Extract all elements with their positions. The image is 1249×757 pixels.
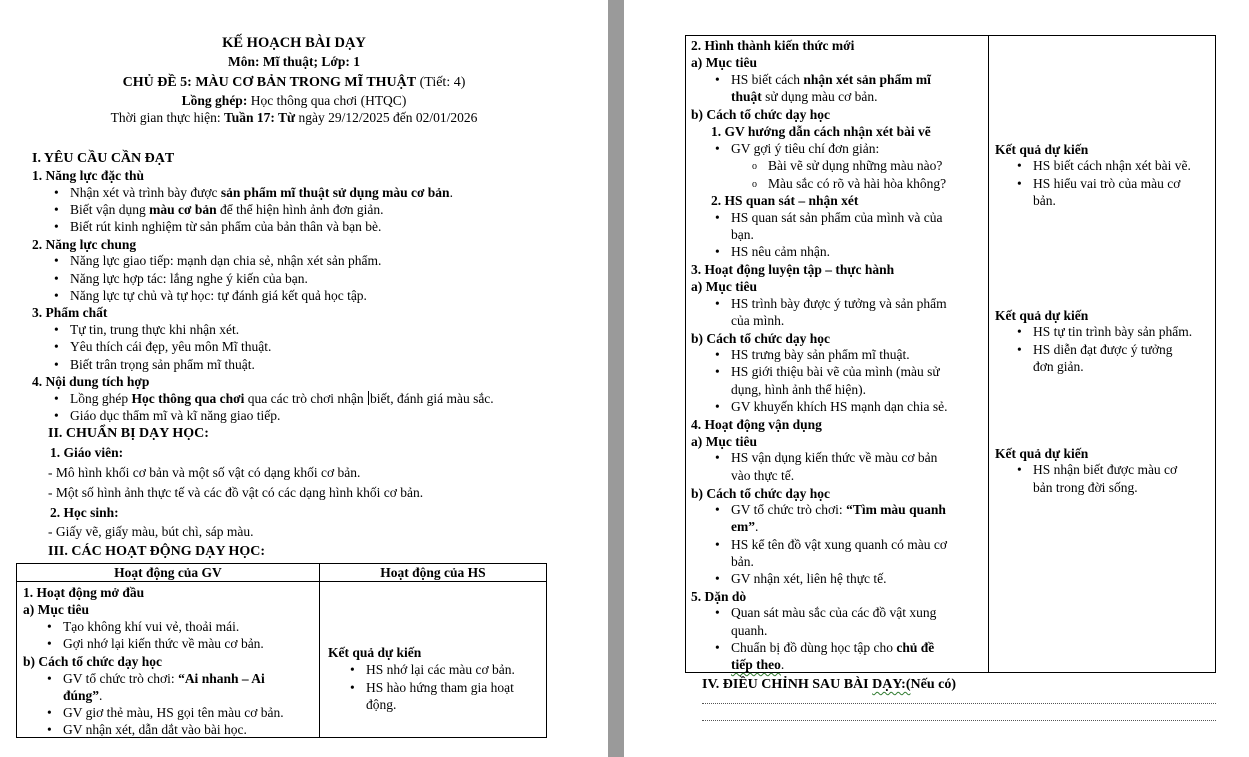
time-line [0, 109, 588, 126]
section-2-2-heading: 2. Học sinh: [50, 505, 119, 520]
section-1-1-heading: 1. Năng lực đặc thù [32, 168, 144, 183]
text-run: để thể hiện hình ảnh đơn giản. [216, 202, 384, 217]
hs-cell [989, 36, 1216, 673]
list-item: • Giáo dục thẩm mĩ và kĩ năng giao tiếp. [70, 407, 280, 424]
list-item-cont: bản. [731, 554, 754, 569]
list-item [731, 71, 931, 88]
section-1-4-heading: 4. Nội dung tích hợp [32, 374, 150, 389]
activity-title: 3. Hoạt động luyện tập – thực hành [691, 262, 895, 277]
text-run: Chuẩn bị đồ dùng học tập cho [731, 640, 897, 655]
section-2-1-heading: 1. Giáo viên: [50, 445, 124, 460]
text-run: Lồng ghép [70, 391, 132, 406]
topic-line [0, 74, 588, 91]
subheading: a) Mục tiêu [691, 279, 757, 294]
subheading: a) Mục tiêu [691, 434, 757, 449]
page-gutter [608, 0, 624, 757]
expected-result-title: Kết quả dự kiến [328, 645, 422, 660]
subheading: a) Mục tiêu [691, 55, 757, 70]
integration-line [0, 92, 588, 109]
list-item: • Tự tin, trung thực khi nhận xét. [70, 321, 239, 338]
text-run: Nếu có) [910, 677, 956, 692]
expected-result-title: Kết quả dự kiến [995, 446, 1089, 461]
prep-line: - Một số hình ảnh thực tế và các đồ vật có các dạng hình khối cơ bản. [48, 485, 424, 500]
integration-label: Lồng ghép: [181, 93, 248, 108]
text-run-bold: đúng” [63, 688, 100, 703]
text-run-bold: “Tìm màu quanh [846, 502, 946, 517]
section-2-heading: II. CHUẨN BỊ DẠY HỌC: [48, 426, 209, 441]
list-item: • HS quan sát sản phẩm của mình và của [731, 209, 942, 226]
integration-value: Học thông qua chơi (HTQC) [247, 93, 407, 108]
list-item: • Năng lực giao tiếp: mạnh dạn chia sẻ, nhận xét sản phẩm. [70, 252, 381, 269]
table-header-cell [17, 564, 320, 582]
list-item: • HS vận dụng kiến thức về màu cơ bản [731, 449, 937, 466]
document-page-left [0, 0, 608, 757]
gv-cell [686, 36, 989, 673]
list-item [70, 390, 494, 407]
subheading: b) Cách tổ chức dạy học [691, 107, 830, 122]
text-run-bold: thuật [731, 89, 762, 104]
list-item: • HS hiểu vai trò của màu cơ [1033, 175, 1180, 192]
text-cursor [368, 391, 369, 405]
hs-cell [320, 582, 547, 738]
section-1-2-heading: 2. Năng lực chung [32, 237, 137, 252]
list-item: • GV giơ thẻ màu, HS gọi tên màu cơ bản. [63, 704, 284, 721]
subheading: b) Cách tổ chức dạy học [691, 486, 830, 501]
table-row [686, 36, 1216, 673]
dotted-line [702, 720, 1216, 721]
table-header-row [17, 564, 547, 582]
time-range: ngày 29/12/2025 đến 02/01/2026 [295, 110, 478, 125]
activities-table-right [685, 35, 1216, 673]
list-item: • Biết trân trọng sản phẩm mĩ thuật. [70, 356, 255, 373]
list-item: • HS diễn đạt được ý tưởng [1033, 341, 1173, 358]
list-item-cont: bản trong đời sống. [1033, 480, 1138, 495]
list-item: • Quan sát màu sắc của các đồ vật xung [731, 604, 936, 621]
document-page-right [624, 0, 1249, 757]
section-1-3-heading: 3. Phẩm chất [32, 305, 108, 320]
prep-line: - Giấy vẽ, giấy màu, bút chì, sáp màu. [48, 524, 254, 539]
list-item: • Năng lực tự chủ và tự học: tự đánh giá kết quả học tập. [70, 287, 367, 304]
list-item: • HS trưng bày sản phẩm mĩ thuật. [731, 346, 910, 363]
list-item: • HS trình bày được ý tưởng và sản phẩm [731, 295, 947, 312]
list-item-cont: bạn. [731, 227, 754, 242]
text-run-bold: sản phẩm mĩ thuật sử dụng màu cơ bản [220, 185, 450, 200]
list-item: • HS nhớ lại các màu cơ bản. [366, 661, 515, 678]
activity-title: 5. Dặn dò [691, 589, 747, 604]
list-item: • HS nêu cảm nhận. [731, 243, 830, 260]
text-run-bold: nhận xét sản phẩm mĩ [803, 72, 931, 87]
table-row [17, 582, 547, 738]
expected-result-title: Kết quả dự kiến [995, 308, 1089, 323]
list-item [70, 201, 383, 218]
expected-result-title: Kết quả dự kiến [995, 142, 1089, 157]
list-item: • HS hào hứng tham gia hoạt [366, 679, 514, 696]
list-item-cont [731, 656, 784, 673]
text-run: Nhận xét và trình bày được [70, 185, 221, 200]
text-run-bold: “Ai nhanh – Ai [178, 671, 265, 686]
list-item: • GV khuyến khích HS mạnh dạn chia sẻ. [731, 398, 947, 415]
activities-table-left [16, 563, 547, 738]
list-item: • HS nhận biết được màu cơ [1033, 461, 1177, 478]
list-item-cont: dụng, hình ảnh thể hiện). [731, 382, 866, 397]
list-item-cont [731, 88, 877, 105]
activity-title: 2. Hình thành kiến thức mới [691, 38, 855, 53]
text-run: qua các trò chơi nhận [244, 391, 367, 406]
text-run: HS biết cách [731, 72, 804, 87]
topic-period: (Tiết: 4) [416, 75, 466, 90]
list-item-cont: vào thực tế. [731, 468, 795, 483]
list-item: • GV nhận xét, dẫn dắt vào bài học. [63, 721, 247, 738]
topic-main: CHỦ ĐỀ 5: MÀU CƠ BẢN TRONG MĨ THUẬT [122, 75, 417, 90]
sub-list-item: o Bài vẽ sử dụng những màu nào? [768, 157, 942, 174]
header-gv: Hoạt động của GV [114, 565, 222, 580]
text-run: GV tổ chức trò chơi: [731, 502, 847, 517]
list-item [731, 639, 934, 656]
list-item: • GV nhận xét, liên hệ thực tế. [731, 570, 887, 587]
subheading: a) Mục tiêu [23, 602, 89, 617]
text-run: . [755, 519, 759, 534]
text-run-bold: em” [731, 519, 755, 534]
table-header-cell [320, 564, 547, 582]
prep-line: - Mô hình khối cơ bản và một số vật có dạng khối cơ bản. [48, 465, 361, 480]
subheading: b) Cách tổ chức dạy học [23, 654, 162, 669]
text-run-bold: tiếp theo [731, 657, 781, 672]
numbered-item: 1. GV hướng dẫn cách nhận xét bài vẽ [711, 124, 931, 139]
subheading: b) Cách tổ chức dạy học [691, 331, 830, 346]
subject-line: Môn: Mĩ thuật; Lớp: 1 [228, 54, 360, 69]
text-run: . [99, 688, 103, 703]
time-week: Tuần 17: Từ [224, 110, 296, 125]
text-run: . [780, 657, 785, 672]
list-item-cont [731, 518, 758, 535]
section-3-heading: III. CÁC HOẠT ĐỘNG DẠY HỌC: [48, 544, 266, 559]
text-run: biết, đánh giá màu sắc. [369, 391, 494, 406]
list-item-cont: bản. [1033, 193, 1056, 208]
list-item [70, 184, 453, 201]
text-run: DẠY:( [872, 677, 911, 692]
list-item: • Tạo không khí vui vẻ, thoải mái. [63, 618, 239, 635]
text-run: sử dụng màu cơ bản. [761, 89, 878, 104]
text-run-bold: chủ đề [896, 640, 935, 655]
list-item-cont: của mình. [731, 313, 785, 328]
list-item-cont [63, 687, 102, 704]
list-item: • Yêu thích cái đẹp, yêu môn Mĩ thuật. [70, 338, 271, 355]
time-label: Thời gian thực hiện: [110, 110, 225, 125]
lesson-plan-title: KẾ HOẠCH BÀI DẠY [222, 35, 366, 51]
text-run: GV tổ chức trò chơi: [63, 671, 179, 686]
numbered-item: 2. HS quan sát – nhận xét [711, 193, 859, 208]
text-run: . [449, 185, 453, 200]
header-hs: Hoạt động của HS [380, 565, 486, 580]
dotted-line [702, 703, 1216, 704]
list-item: • Biết rút kinh nghiệm từ sản phẩm của bản thân và bạn bè. [70, 218, 381, 235]
list-item: • HS tự tin trình bày sản phẩm. [1033, 323, 1192, 340]
list-item: • Gợi nhớ lại kiến thức về màu cơ bản. [63, 635, 264, 652]
list-item: • HS kể tên đồ vật xung quanh có màu cơ [731, 536, 947, 553]
text-run: Biết vận dụng [70, 202, 150, 217]
text-run: IV. ĐIỀU CHỈNH SAU BÀI [702, 677, 873, 692]
list-item: • HS giới thiệu bài vẽ của mình (màu sử [731, 363, 940, 380]
gv-cell [17, 582, 320, 738]
list-item-cont: quanh. [731, 623, 768, 638]
activity-title: 4. Hoạt động vận dụng [691, 417, 822, 432]
list-item: • HS biết cách nhận xét bài vẽ. [1033, 157, 1191, 174]
list-item-cont: đơn giản. [1033, 359, 1084, 374]
sub-list-item: o Màu sắc có rõ và hài hòa không? [768, 175, 946, 192]
list-item-cont: động. [366, 697, 397, 712]
section-1-heading: I. YÊU CẦU CẦN ĐẠT [32, 151, 175, 166]
text-run-bold: Học thông qua chơi [131, 391, 245, 406]
section-4-heading [702, 676, 956, 693]
list-item: • Năng lực hợp tác: lắng nghe ý kiến của bạn. [70, 270, 308, 287]
list-item [63, 670, 265, 687]
list-item [731, 501, 946, 518]
text-run-bold: màu cơ bản [149, 202, 217, 217]
activity-title: 1. Hoạt động mở đầu [23, 585, 145, 600]
list-item: • GV gợi ý tiêu chí đơn giản: [731, 140, 879, 157]
